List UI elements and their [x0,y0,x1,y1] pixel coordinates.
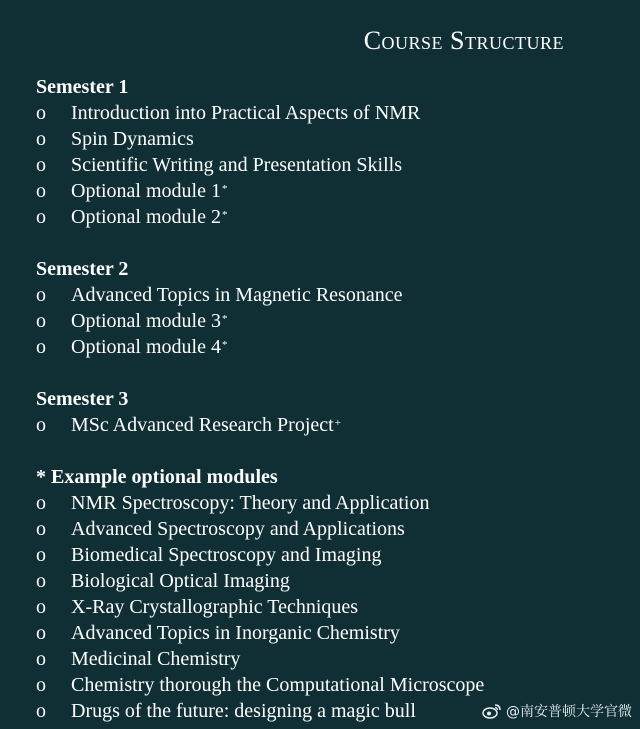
bullet-icon: o [36,648,46,670]
bullet-icon: o [36,622,46,644]
list-item-text: Medicinal Chemistry [71,648,241,670]
semester-2-heading: Semester 2 [36,258,129,280]
list-item-text: Optional module 2 [71,206,221,228]
list-item [36,620,626,646]
footnote-mark: * [221,209,228,221]
list-item [36,490,626,516]
list-item-text: Optional module 1 [71,180,221,202]
list-item-text: Biological Optical Imaging [71,570,290,592]
list-item [36,516,626,542]
list-item-text: Introduction into Practical Aspects of NMR [71,102,421,124]
list-item-text: Scientific Writing and Presentation Skills [71,154,403,176]
bullet-icon: o [36,414,46,436]
semester-2-list [36,282,626,360]
bullet-icon: o [36,544,46,566]
bullet-icon: o [36,102,46,124]
semester-2-section [36,256,626,360]
list-item-text: Advanced Spectroscopy and Applications [71,518,405,540]
semester-1-section [36,74,626,230]
semester-3-section [36,386,626,438]
footnote-mark: * [221,339,228,351]
footnote-mark: * [221,313,228,325]
optional-modules-heading: * Example optional modules [36,466,278,488]
list-item [36,412,626,438]
optional-modules-section [36,464,626,724]
bullet-icon: o [36,128,46,150]
list-item [36,126,626,152]
weibo-icon [482,703,502,719]
watermark-text: @南安普顿大学官微 [506,704,632,720]
bullet-icon: o [36,596,46,618]
list-item-text: Advanced Topics in Magnetic Resonance [71,284,403,306]
bullet-icon: o [36,154,46,176]
list-item-text: Advanced Topics in Inorganic Chemistry [71,622,400,644]
watermark [482,701,632,721]
list-item [36,646,626,672]
list-item [36,178,626,204]
list-item-text: Biomedical Spectroscopy and Imaging [71,544,382,566]
semester-1-list [36,100,626,230]
optional-modules-list [36,490,626,724]
bullet-icon: o [36,674,46,696]
bullet-icon: o [36,518,46,540]
list-item-text: Chemistry thorough the Computational Microscope [71,674,485,696]
list-item-text: Optional module 4 [71,336,221,358]
bullet-icon: o [36,180,46,202]
bullet-icon: o [36,206,46,228]
list-item [36,152,626,178]
bullet-icon: o [36,700,46,722]
footnote-mark: * [221,183,228,195]
course-structure [36,74,626,724]
bullet-icon: o [36,310,46,332]
list-item [36,334,626,360]
semester-3-list [36,412,626,438]
list-item [36,308,626,334]
list-item [36,204,626,230]
list-item [36,282,626,308]
list-item [36,568,626,594]
semester-1-heading: Semester 1 [36,76,129,98]
bullet-icon: o [36,336,46,358]
list-item-text: X-Ray Crystallographic Techniques [71,596,359,618]
bullet-icon: o [36,284,46,306]
list-item-text: Optional module 3 [71,310,221,332]
list-item [36,672,626,698]
footnote-mark: + [334,417,341,429]
list-item [36,594,626,620]
list-item-text: MSc Advanced Research Project [71,414,334,436]
list-item-text: Drugs of the future: designing a magic bull [71,700,416,722]
bullet-icon: o [36,492,46,514]
list-item-text: Spin Dynamics [71,128,194,150]
page-title: Course Structure [363,26,564,55]
list-item [36,542,626,568]
list-item-text: NMR Spectroscopy: Theory and Application [71,492,430,514]
semester-3-heading: Semester 3 [36,388,129,410]
list-item [36,100,626,126]
bullet-icon: o [36,570,46,592]
